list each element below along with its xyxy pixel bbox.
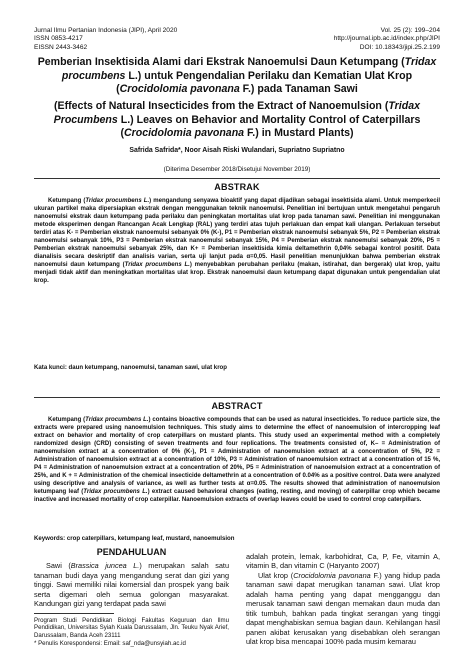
title-id-species-2: Crocidolomia pavonana xyxy=(120,83,240,95)
title-en-text-3: F.) in Mustard Plants) xyxy=(244,127,353,139)
title-id-text-3: F.) pada Tanaman Sawi xyxy=(240,83,358,95)
caterpillar-text-1: Ulat krop ( xyxy=(258,571,293,580)
left-column xyxy=(34,548,229,647)
title-english xyxy=(34,100,440,141)
author-list: Safrida Safrida*, Noor Aisah Riski Wulandari, Supriatno Supriatno xyxy=(34,147,440,154)
abstract-species-1: Tridax procumbens L. xyxy=(85,417,148,423)
divider xyxy=(34,178,440,179)
divider xyxy=(34,397,440,398)
intro-text-1: Sawi ( xyxy=(46,561,71,570)
volume-info: Vol. 25 (2): 199–204 xyxy=(334,27,440,35)
abstrak-keywords: Kata kunci: daun ketumpang, nanoemulsi, tanaman sawi, ulat krop xyxy=(34,364,440,371)
journal-header-left xyxy=(34,27,177,52)
abstrak-heading: ABSTRAK xyxy=(34,182,440,192)
abstract-text-2: ) contains bioactive compounds that can be used as natural insecticides. To reduce particle size, the extracts were prepared using nanoemulsion techniques. This study aims to determine the effect of nanoemulsion of intercropping leaf extract on behavior and mortality of crop caterpillars on mustard plants. This study used an experimental method with a completely randomized design (CRD) consisting of seven treatments and four replications. The treatments consisted of, K– = Administration of nanoemulsion extract at a concentration of 0% (K-), P1 = Administration of nanoemulsion extract at a concentration of 5%, P2 = Administration of nanoemulsion extract at a concentration of 10%, P3 = Administration of nanoemulsion extract at a concentration of 15 %, P4 = Administration of nanoemulsion extract at a concentration of 20%, P5 = Administration of nanoemulsion extract at a concentration of 25%, and K + = Administration of the chemical insecticide deltamethrin at a concentration of 0.04% as a positive control. Data were analyzed using descriptive and analysis of variance, as well as further tests at α=0.05. The results showed that administration of nanoemulsion ketumpang leaf ( xyxy=(34,417,440,495)
title-id-text-2: L.) untuk Pengendalian Perilaku dan Kematian Ulat Krop ( xyxy=(116,70,412,96)
right-column xyxy=(246,552,440,647)
abstrak-text-1: Ketumpang ( xyxy=(48,198,85,204)
caterpillar-paragraph xyxy=(246,571,440,647)
corresponding-author: * Penulis Korespondensi: Email: saf_nda@unsyiah.ac.id xyxy=(34,640,229,647)
title-id-species-1: Tridax procumbens xyxy=(62,56,436,82)
issn: ISSN 0853-4217 xyxy=(34,35,177,43)
abstrak-species-2: Tridax procumbens L. xyxy=(125,262,190,268)
abstrak-text-3: ) menyebabkan perubahan perilaku (makan, istirahat, dan bergerak) ulat krop, yaitu menjadi tidak aktif dan meningkatkan mortalitas ulat krop. Ekstrak nanoemulsi daun ketumpang dapat digunakan untuk pengendalian ulat krop. xyxy=(34,262,440,284)
intro-text-2: ) merupakan salah satu tanaman budi daya yang mengandung serat dan gizi yang tinggi. Sawi memiliki nilai komersial dan prospek yang baik serta digemari oleh semua golongan masyarakat. Kandungan gizi yang terdapat pada sawi xyxy=(34,561,229,608)
abstract-text-1: Ketumpang ( xyxy=(48,417,85,423)
title-en-text-1: (Effects of Natural Insecticides from the Extract of Nanoemulsion ( xyxy=(54,100,388,112)
abstract-body xyxy=(34,416,440,505)
abstract-keywords: Keywords: crop caterpillars, ketumpang leaf, mustard, nanoemulsion xyxy=(34,535,440,542)
journal-name: Jurnal Ilmu Pertanian Indonesia (JIPI), April 2020 xyxy=(34,27,177,35)
section-heading-pendahuluan: PENDAHULUAN xyxy=(34,548,229,557)
title-en-species-2: Crocidolomia pavonana xyxy=(124,127,244,139)
abstract-heading: ABSTRACT xyxy=(34,401,440,411)
journal-url[interactable]: http://journal.ipb.ac.id/index.php/JIPI xyxy=(334,35,440,43)
title-indonesian xyxy=(34,56,440,97)
footnote-divider xyxy=(34,613,114,614)
journal-header-right xyxy=(334,27,440,52)
intro-continued: adalah protein, lemak, karbohidrat, Ca, P, Fe, vitamin A, vitamin B, dan vitamin C (Haryanto 2007) xyxy=(246,552,440,571)
abstrak-species-1: Tridax procumbens L. xyxy=(85,198,149,204)
title-en-text-2: L.) Leaves on Behavior and Mortality Control of Caterpillars ( xyxy=(118,114,421,140)
abstrak-body xyxy=(34,197,440,286)
received-date: (Diterima Desember 2018/Disetujui November 2019) xyxy=(34,166,440,173)
eissn: EISSN 2443-3462 xyxy=(34,44,177,52)
caterpillar-text-2: F.) yang hidup pada tanaman sawi dapat merugikan tanaman sawi. Ulat krop adalah hama penting yang dapat mengganggu dan merusak tanaman sawi dengan memakan daun muda dan titik tumbuh, bahkan pada tingkat serangan yang tinggi dapat menghabiskan semua bagian daun. Kehilangan hasil panen akibat kerusakan yang disebabkan oleh serangan ulat krop bisa mencapai 100% pada musim kemarau xyxy=(246,571,440,646)
title-en-species-1: Tridax Procumbens xyxy=(54,100,420,126)
intro-paragraph xyxy=(34,561,229,608)
abstract-text-3: ) extract caused behavioral changes (eating, resting, and moving) of caterpillar crop which became inactive and increased mortality of crop caterpillar. Nanoemulsion extracts of overlap leaves could be used to control crop caterpillars. xyxy=(34,489,440,503)
caterpillar-species: Crocidolomia pavonana xyxy=(293,571,370,580)
intro-species: Brassica juncea L. xyxy=(71,561,140,570)
abstract-species-2: Tridax procumbens L. xyxy=(83,489,147,495)
title-id-text-1: Pemberian Insektisida Alami dari Ekstrak Nanoemulsi Daun Ketumpang ( xyxy=(38,56,405,68)
affiliation-footnote: Program Studi Pendidikan Biologi Fakultas Keguruan dan Ilmu Pendidikan, Universitas Syiah Kuala Darussalam, Jln. Teuku Nyak Arief, Darussalam, Banda Aceh 23111 xyxy=(34,617,229,640)
doi[interactable]: DOI: 10.18343/jipi.25.2.199 xyxy=(334,44,440,52)
abstrak-text-2: ) mengandung senyawa bioaktif yang dapat dijadikan sebagai insektisida alami. Untuk memperkecil ukuran partikel maka dipersiapkan ekstrak dengan menggunakan teknik nanoemulsi. Penelitian ini bertujuan untuk mengetahui pengaruh nanoemulsi ekstrak daun ketumpang pada perilaku dan peningkatan mortalitas ulat krop pada tanaman sawi. Penelitian ini menggunakan metode eksperimen dengan Rancangan Acak Lengkap (RAL) yang terdiri atas tujuh perlakuan dan empat kali ulangan. Perlakuan tersebut terdiri atas K- = Pemberian ekstrak nanoemulsi sebanyak 0% (K-), P1 = Pemberian ekstrak nanoemulsi sebanyak 5%, P2 = Pemberian ekstrak nanoemulsi sebanyak 10%, P3 = Pemberian ekstrak nanoemulsi sebanyak 15%, P4 = Pemberian ekstrak nanoemulsi sebanyak 20%, P5 = Pemberian ekstrak nanoemulsi sebanyak 25%, dan K+ = Pemberian insektisida kimia deltamethrin 0,04% sebagai kontrol positif. Data dianalisis secara deskriptif dan analisis varian, serta uji lanjut pada α=0,05. Hasil penelitian menunjukkan bahwa pemberian ekstrak nanoemulsi daun ketumpang ( xyxy=(34,198,440,268)
